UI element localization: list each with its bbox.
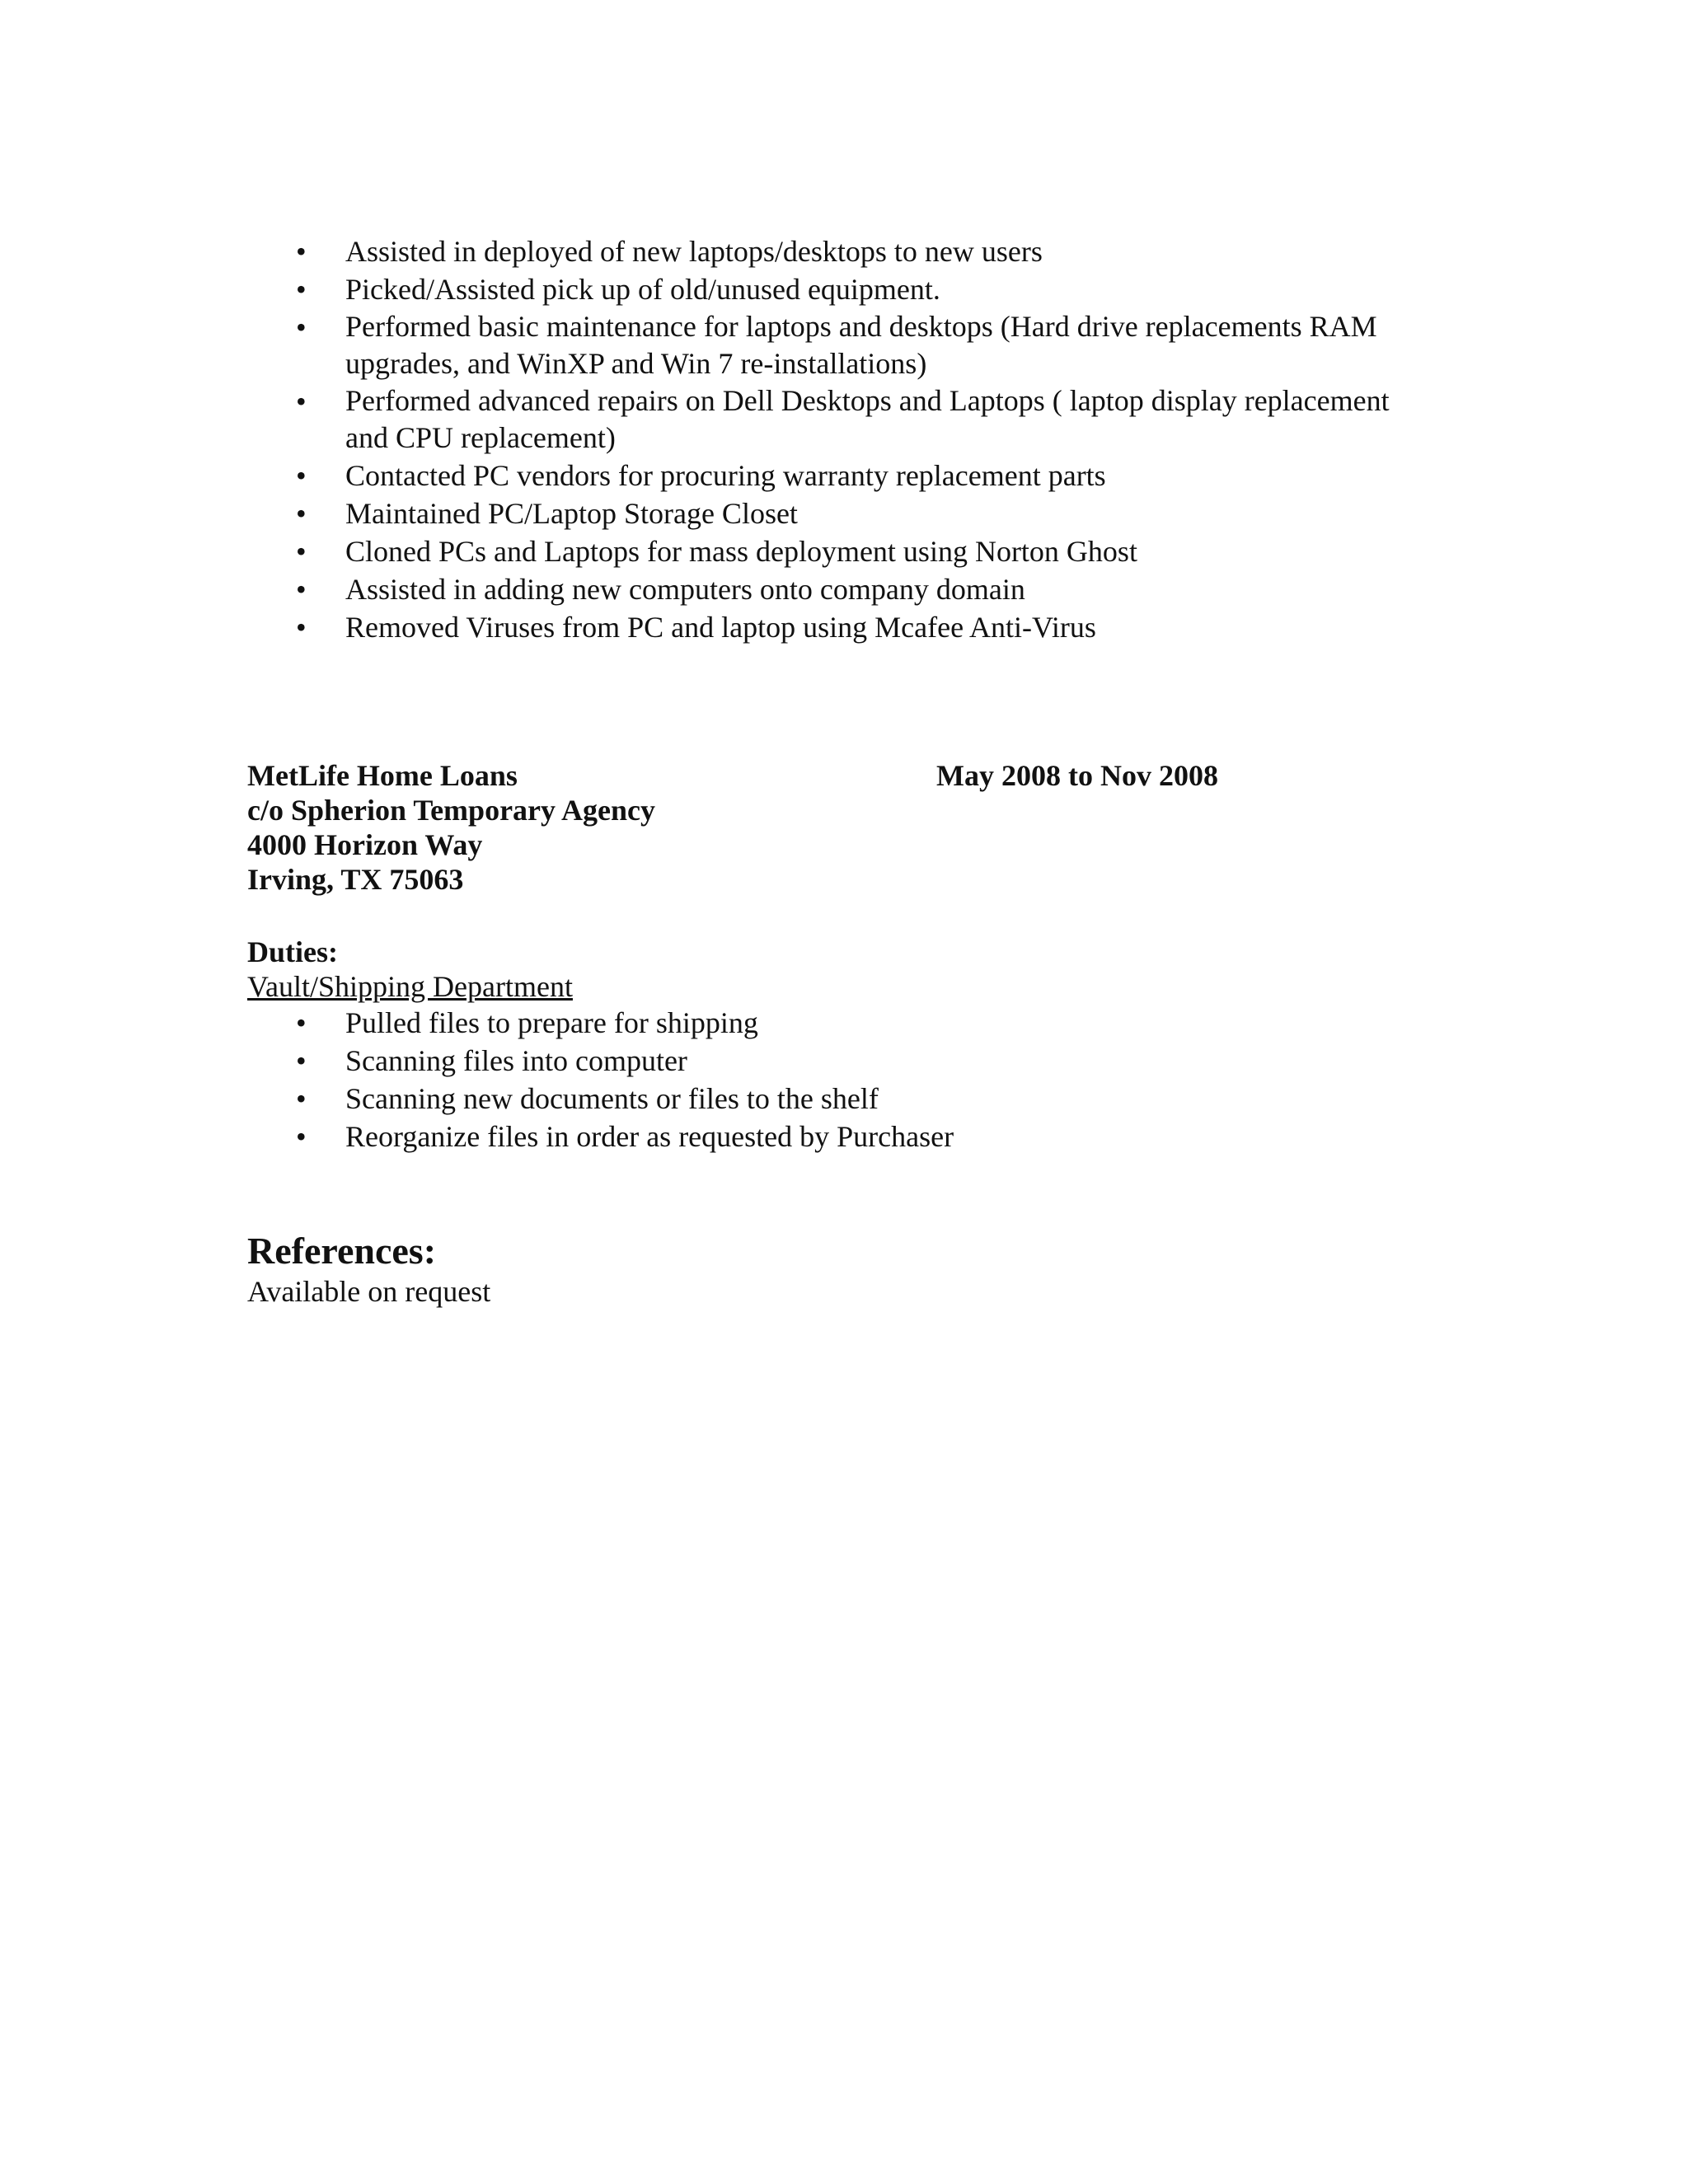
employment-dates: May 2008 to Nov 2008 [936, 759, 1218, 792]
department-name: Vault/Shipping Department [247, 970, 573, 1003]
duties-list [0, 1004, 1433, 1155]
list-item [0, 1118, 1433, 1155]
bullet-icon: • [296, 385, 307, 418]
list-item-text: Performed advanced repairs on Dell Desktops and Laptops ( laptop display replacement and CPU replacement) [345, 384, 1390, 454]
company-name: MetLife Home Loans [247, 759, 518, 792]
bullet-icon: • [296, 1120, 307, 1153]
city-state-zip: Irving, TX 75063 [247, 863, 464, 896]
bullet-icon: • [296, 611, 307, 644]
list-item [0, 270, 1433, 308]
list-item [0, 494, 1433, 532]
list-item [0, 1080, 1433, 1118]
references-text: Available on request [247, 1275, 491, 1308]
list-item [0, 382, 1433, 457]
bullet-icon: • [296, 497, 307, 530]
bullet-icon: • [296, 1044, 307, 1077]
bullet-icon: • [296, 573, 307, 606]
list-item-text: Scanning files into computer [345, 1044, 687, 1077]
list-item [0, 457, 1433, 494]
bullet-icon: • [296, 459, 307, 492]
list-item-text: Scanning new documents or files to the shelf [345, 1082, 879, 1115]
list-item-text: Pulled files to prepare for shipping [345, 1006, 758, 1039]
responsibilities-list [0, 232, 1433, 646]
duties-heading: Duties: [247, 935, 338, 968]
bullet-icon: • [296, 273, 307, 306]
list-item-text: Assisted in adding new computers onto company domain [345, 573, 1025, 606]
list-item-text: Picked/Assisted pick up of old/unused equipment. [345, 273, 940, 306]
list-item-text: Contacted PC vendors for procuring warranty replacement parts [345, 459, 1106, 492]
list-item [0, 532, 1433, 570]
bullet-icon: • [296, 235, 307, 268]
list-item [0, 570, 1433, 608]
list-item-text: Removed Viruses from PC and laptop using Mcafee Anti-Virus [345, 611, 1096, 644]
employer-block [247, 758, 655, 897]
list-item [0, 232, 1433, 270]
bullet-icon: • [296, 1006, 307, 1039]
bullet-icon: • [296, 311, 307, 344]
street-address: 4000 Horizon Way [247, 828, 483, 861]
list-item [0, 308, 1433, 382]
bullet-icon: • [296, 535, 307, 568]
list-item-text: Performed basic maintenance for laptops and desktops (Hard drive replacements RAM upgrades, and WinXP and Win 7 re-installations) [345, 310, 1377, 380]
list-item [0, 1004, 1433, 1042]
list-item [0, 1042, 1433, 1080]
list-item-text: Assisted in deployed of new laptops/desktops to new users [345, 235, 1043, 268]
list-item [0, 608, 1433, 646]
list-item-text: Cloned PCs and Laptops for mass deployment using Norton Ghost [345, 535, 1137, 568]
agency-name: c/o Spherion Temporary Agency [247, 794, 656, 827]
list-item-text: Maintained PC/Laptop Storage Closet [345, 497, 798, 530]
list-item-text: Reorganize files in order as requested by Purchaser [345, 1120, 954, 1153]
references-heading: References: [247, 1230, 437, 1272]
bullet-icon: • [296, 1082, 307, 1115]
